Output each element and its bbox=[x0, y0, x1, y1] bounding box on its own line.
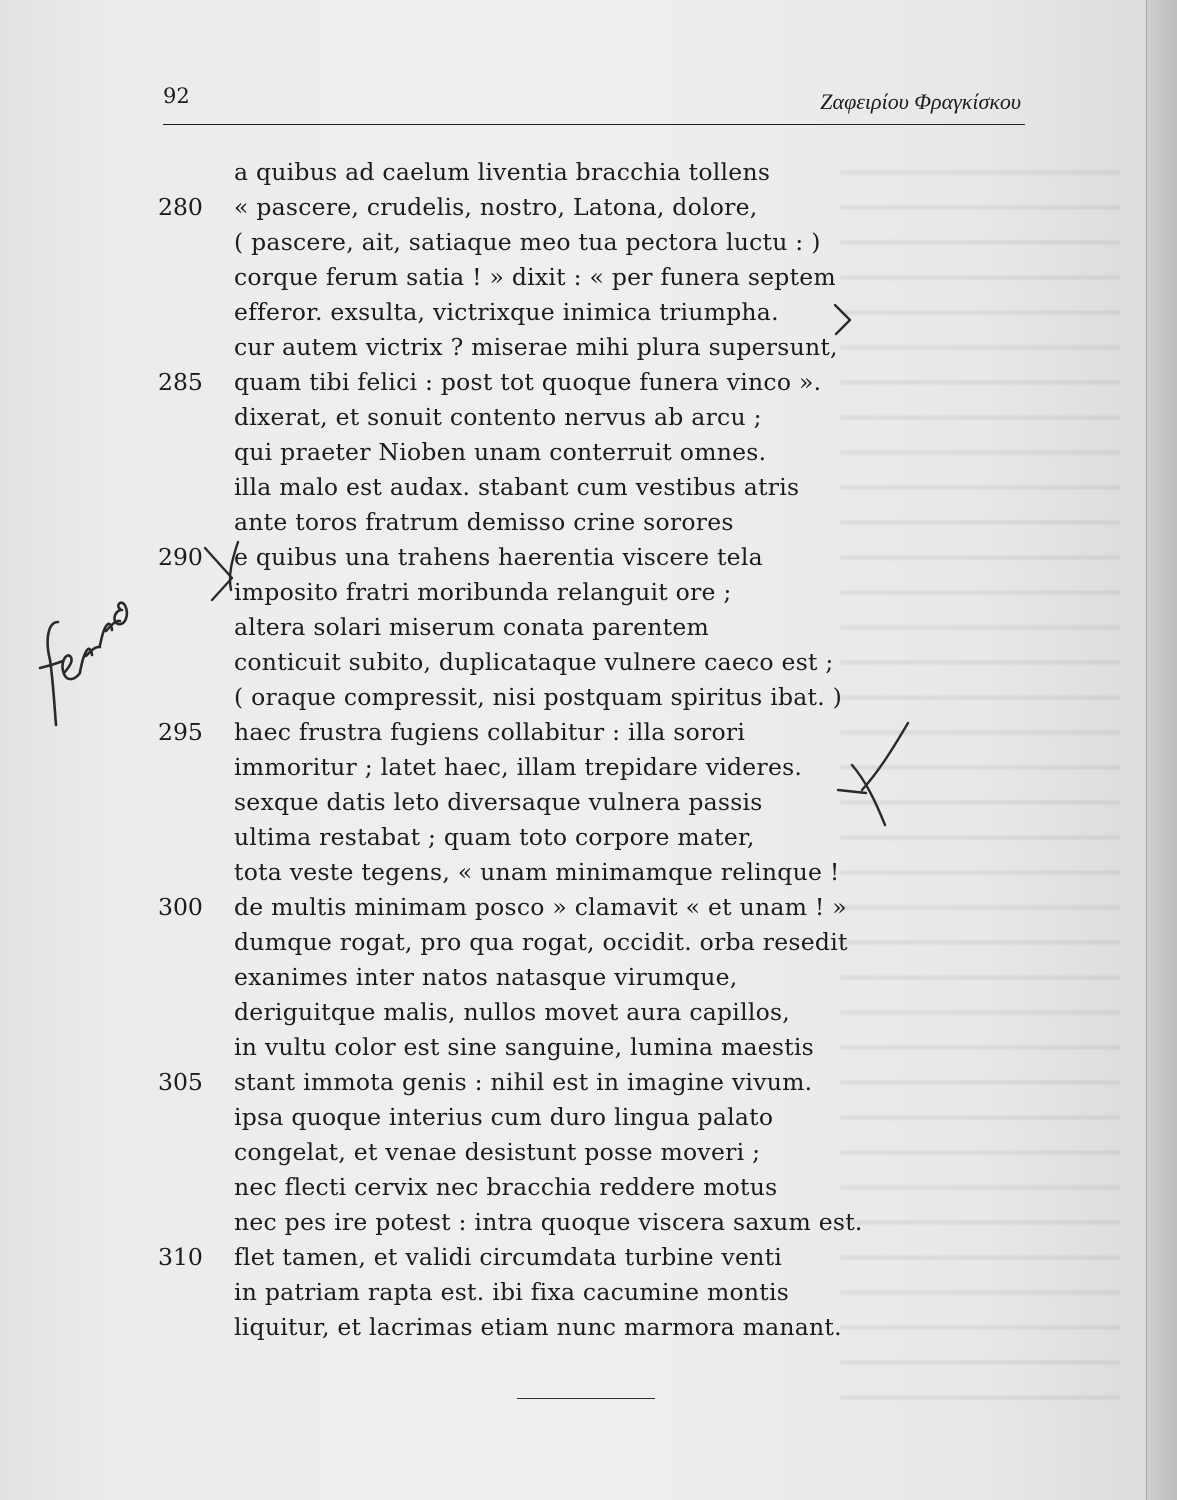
verse-line: flet tamen, et validi circumdata turbine venti bbox=[234, 1243, 783, 1271]
verse-line: liquitur, et lacrimas etiam nunc marmora manant. bbox=[234, 1313, 842, 1341]
running-head: Ζαφειρίου Φραγκίσκου bbox=[820, 89, 1021, 114]
verse-line: efferor. exsulta, victrixque inimica triumpha. bbox=[234, 298, 779, 326]
line-number: 300 bbox=[158, 893, 203, 921]
line-number: 295 bbox=[158, 718, 203, 746]
verse-line: exanimes inter natos natasque virumque, bbox=[234, 963, 738, 991]
verse-line: sexque datis leto diversaque vulnera passis bbox=[234, 788, 763, 816]
verse-line: in vultu color est sine sanguine, lumina maestis bbox=[234, 1033, 814, 1061]
verse-line: e quibus una trahens haerentia viscere tela bbox=[234, 543, 763, 571]
verse-line: immoritur ; latet haec, illam trepidare videres. bbox=[234, 753, 803, 781]
verse-line: ( oraque compressit, nisi postquam spiritus ibat. ) bbox=[234, 683, 843, 711]
closing-rule bbox=[517, 1398, 655, 1399]
verse-line: nec flecti cervix nec bracchia reddere motus bbox=[234, 1173, 778, 1201]
line-number: 310 bbox=[158, 1243, 203, 1271]
verse-line: dixerat, et sonuit contento nervus ab arcu ; bbox=[234, 403, 762, 431]
verse-line: de multis minimam posco » clamavit « et unam ! » bbox=[234, 893, 847, 921]
verse-line: quam tibi felici : post tot quoque funera vinco ». bbox=[234, 368, 822, 396]
verse-line: nec pes ire potest : intra quoque viscera saxum est. bbox=[234, 1208, 863, 1236]
page-number: 92 bbox=[163, 84, 190, 108]
verse-line: corque ferum satia ! » dixit : « per funera septem bbox=[234, 263, 836, 291]
line-number: 305 bbox=[158, 1068, 203, 1096]
verse-line: ( pascere, ait, satiaque meo tua pectora luctu : ) bbox=[234, 228, 821, 256]
verse-line: ultima restabat ; quam toto corpore mater, bbox=[234, 823, 755, 851]
verse-line: stant immota genis : nihil est in imagine vivum. bbox=[234, 1068, 813, 1096]
verse-line: congelat, et venae desistunt posse moveri ; bbox=[234, 1138, 761, 1166]
verse-line: ipsa quoque interius cum duro lingua palato bbox=[234, 1103, 774, 1131]
verse-line: tota veste tegens, « unam minimamque relinque ! bbox=[234, 858, 840, 886]
verse-line: cur autem victrix ? miserae mihi plura supersunt, bbox=[234, 333, 838, 361]
show-through-text bbox=[840, 150, 1120, 1400]
verse-line: haec frustra fugiens collabitur : illa sorori bbox=[234, 718, 746, 746]
page-edge bbox=[1146, 0, 1177, 1500]
verse-line: illa malo est audax. stabant cum vestibus atris bbox=[234, 473, 800, 501]
verse-line: deriguitque malis, nullos movet aura capillos, bbox=[234, 998, 791, 1026]
verse-line: in patriam rapta est. ibi fixa cacumine montis bbox=[234, 1278, 790, 1306]
verse-line: a quibus ad caelum liventia bracchia tollens bbox=[234, 158, 771, 186]
verse-line: altera solari miserum conata parentem bbox=[234, 613, 710, 641]
verse-line: imposito fratri moribunda relanguit ore ; bbox=[234, 578, 732, 606]
verse-line: conticuit subito, duplicataque vulnere caeco est ; bbox=[234, 648, 834, 676]
verse-line: qui praeter Nioben unam conterruit omnes. bbox=[234, 438, 767, 466]
verse-line: dumque rogat, pro qua rogat, occidit. orba resedit bbox=[234, 928, 848, 956]
verse-line: ante toros fratrum demisso crine sorores bbox=[234, 508, 734, 536]
line-number: 285 bbox=[158, 368, 203, 396]
verse-line: « pascere, crudelis, nostro, Latona, dolore, bbox=[234, 193, 758, 221]
line-number: 290 bbox=[158, 543, 203, 571]
page-header bbox=[163, 80, 1025, 125]
line-number: 280 bbox=[158, 193, 203, 221]
